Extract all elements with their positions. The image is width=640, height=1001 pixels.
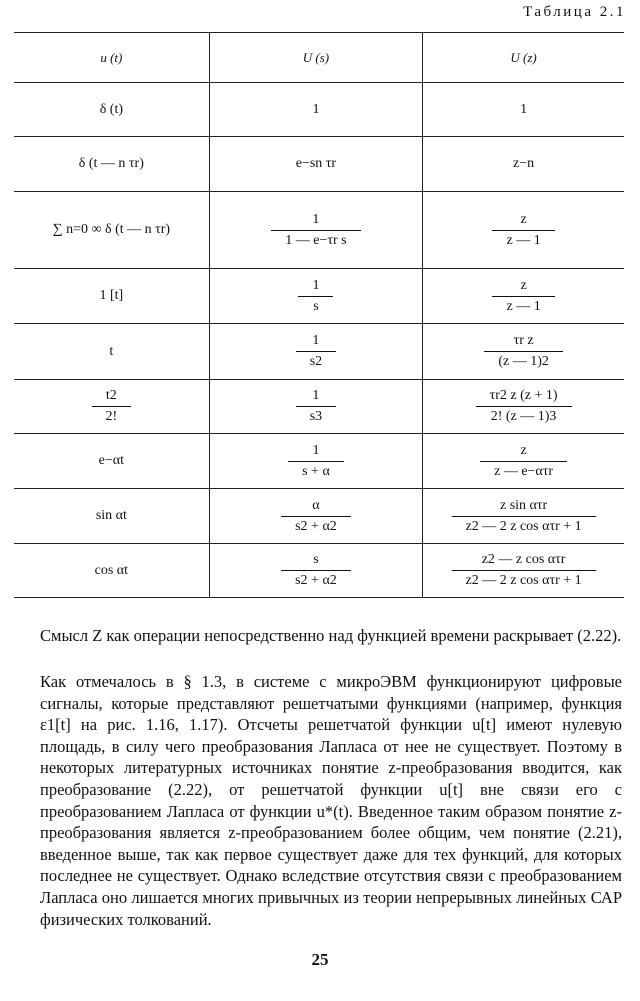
fraction [288,443,344,480]
fraction-numerator: α [312,497,320,513]
cell-expression: δ (t — n τr) [78,156,144,171]
paragraph-1: Смысл Z как операции непосредственно над функцией времени раскрывает (2.22). [40,626,622,645]
cell-expression: 1 [520,101,528,117]
fraction-numerator: 1 [312,211,320,227]
fraction-denominator: 2! [92,406,132,425]
fraction-denominator: s2 + α2 [281,516,351,535]
table-row [14,192,624,269]
header-laplace: U (s) [209,33,423,83]
fraction-denominator: z — 1 [492,230,554,249]
cell-laplace [209,324,423,380]
cell-expression: e−sn τr [295,156,337,171]
cell-laplace [209,544,423,598]
table-header-row [14,33,624,83]
fraction-numerator: s [313,552,319,567]
fraction-numerator: z [520,277,527,293]
fraction-denominator: (z — 1)2 [484,351,563,370]
cell-time-function [14,192,209,269]
table-row [14,137,624,192]
table-row [14,489,624,544]
header-time-function: u (t) [14,33,209,83]
cell-laplace [209,83,423,137]
header-z-transform: U (z) [423,33,624,83]
cell-expression: e−αt [98,453,125,468]
cell-z-transform [423,83,624,137]
fraction-denominator: s2 [296,351,336,370]
fraction [484,333,563,370]
cell-laplace [209,489,423,544]
page-number: 25 [311,950,329,969]
cell-z-transform [423,544,624,598]
fraction [92,388,132,425]
table-row [14,324,624,380]
fraction [298,278,333,315]
cell-time-function [14,544,209,598]
fraction [452,552,596,589]
fraction-numerator: z2 — z cos ατr [481,552,566,567]
fraction [480,443,567,480]
table-row [14,544,624,598]
cell-z-transform [423,192,624,269]
cell-time-function [14,137,209,192]
fraction-denominator: s + α [288,461,344,480]
fraction-denominator: z2 — 2 z cos ατr + 1 [452,570,596,589]
fraction [296,388,336,425]
fraction-numerator: τr2 z (z + 1) [489,388,558,403]
cell-time-function [14,380,209,434]
fraction-denominator: 1 — e−τr s [271,230,360,249]
fraction [271,212,360,249]
cell-laplace [209,380,423,434]
fraction [476,388,572,425]
transform-table [14,32,624,598]
cell-z-transform [423,269,624,324]
cell-expression: 1 [312,101,320,117]
cell-expression: ∑ n=0 ∞ δ (t — n τr) [52,222,171,237]
cell-expression: sin αt [95,508,127,523]
paragraph-2: Как отмечалось в § 1.3, в системе с микроЭВМ функционируют цифровые сигналы, которые представляют решетчатыми функциями (например, функция ε1[t] на рис. 1.16, 1.17). Отсчеты решетчатой функции u[t] имеют нулевую площадь, в силу чего преобразования Лапласа от нее не существует. Поэтому в некоторых литературных источниках понятие z-преобразования вводится, как преобразование (2.22), от решетчатой функции u[t] вне связи его с преобразованием Лапласа от функции u*(t). Введенное таким образом понятие z-преобразования является z-преобразованием более общим, чем понятие (2.21), введенное выше, так как первое существует даже для тех функций, для которых последнее не существует. Однако вследствие отсутствия связи с преобразованием Лапласа оно лишается многих привычных из теории непрерывных линейных САР физических толкований. [40,672,622,929]
fraction-numerator: 1 [312,277,320,293]
cell-time-function [14,434,209,489]
fraction-numerator: z sin ατr [499,497,548,513]
fraction-numerator: z [520,442,527,458]
fraction-numerator: z [520,211,527,227]
table-caption: Таблица 2.1 [523,4,626,20]
fraction-denominator: 2! (z — 1)3 [476,406,572,425]
cell-laplace [209,137,423,192]
cell-laplace [209,434,423,489]
cell-time-function [14,83,209,137]
fraction-numerator: τr z [513,333,534,348]
cell-expression: t [109,343,114,359]
fraction-denominator: s2 + α2 [281,570,351,589]
cell-expression: 1 [t] [99,288,124,303]
cell-z-transform [423,489,624,544]
cell-expression: cos αt [94,562,129,578]
fraction-denominator: z — 1 [492,296,554,315]
fraction-denominator: z — e−ατr [480,461,567,480]
fraction-numerator: 1 [312,442,320,458]
cell-expression: z−n [513,156,535,171]
cell-z-transform [423,137,624,192]
cell-z-transform [423,324,624,380]
fraction [492,278,554,315]
fraction [296,333,336,370]
fraction [281,552,351,589]
table-row [14,269,624,324]
fraction [281,498,351,535]
cell-laplace [209,192,423,269]
fraction-denominator: s3 [296,406,336,425]
cell-z-transform [423,380,624,434]
cell-time-function [14,489,209,544]
table-row [14,434,624,489]
table-row [14,83,624,137]
cell-time-function [14,324,209,380]
cell-expression: δ (t) [99,101,123,117]
cell-z-transform [423,434,624,489]
fraction-numerator: 1 [312,333,320,348]
fraction-numerator: t2 [105,388,117,403]
fraction [492,212,554,249]
table-row [14,380,624,434]
fraction-denominator: s [298,296,333,315]
fraction [452,498,596,535]
fraction-denominator: z2 — 2 z cos ατr + 1 [452,516,596,535]
cell-laplace [209,269,423,324]
cell-time-function [14,269,209,324]
fraction-numerator: 1 [312,388,320,403]
